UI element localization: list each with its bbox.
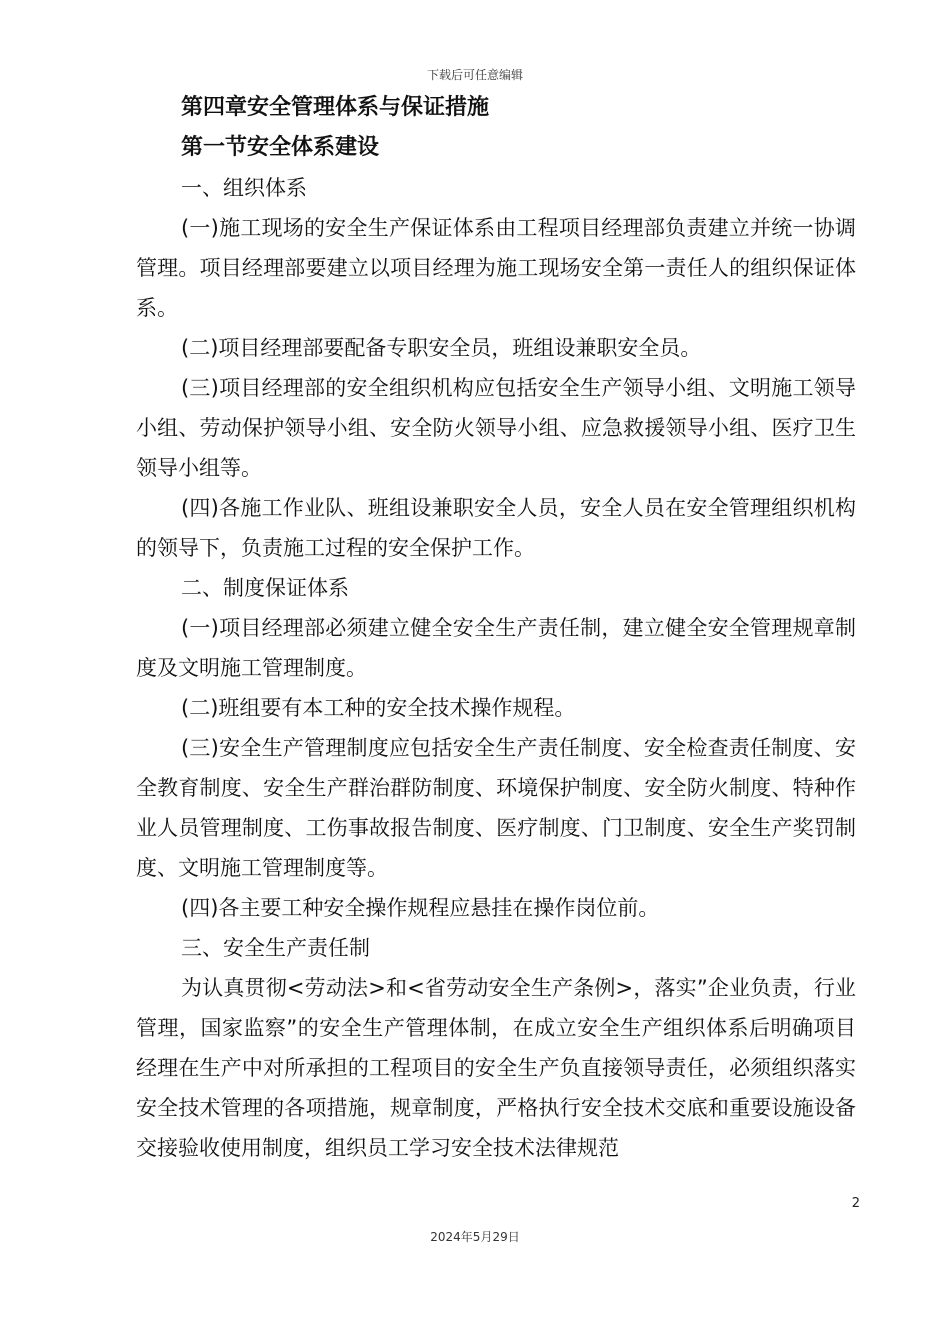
paragraph: (三)安全生产管理制度应包括安全生产责任制度、安全检查责任制度、安全教育制度、安全生产群治群防制度、环境保护制度、安全防火制度、特种作业人员管理制度、工伤事故报告制度、医疗制度、门卫制度、安全生产奖罚制度、文明施工管理制度等。 <box>136 736 856 880</box>
paragraph: 为认真贯彻<劳动法>和<省劳动安全生产条例>，落实”企业负责，行业管理，国家监察”的安全生产管理体制，在成立安全生产组织体系后明确项目经理在生产中对所承担的工程项目的安全生产负直接领导责任，必须组织落实安全技术管理的各项措施，规章制度，严格执行安全技术交底和重要设施设备交接验收使用制度，组织员工学习安全技术法律规范 <box>136 976 856 1160</box>
document-body <box>136 88 856 1168</box>
chapter-title: 第四章安全管理体系与保证措施 <box>181 95 490 120</box>
paragraph: (一)施工现场的安全生产保证体系由工程项目经理部负责建立并统一协调管理。项目经理部要建立以项目经理为施工现场安全第一责任人的组织保证体系。 <box>136 216 856 320</box>
paragraph: (三)项目经理部的安全组织机构应包括安全生产领导小组、文明施工领导小组、劳动保护领导小组、安全防火领导小组、应急救援领导小组、医疗卫生领导小组等。 <box>136 376 856 480</box>
paragraph: (四)各施工作业队、班组设兼职安全人员，安全人员在安全管理组织机构的领导下，负责施工过程的安全保护工作。 <box>136 496 856 560</box>
subheading-system: 二、制度保证体系 <box>181 576 349 600</box>
page-number: 2 <box>851 1196 860 1211</box>
page-header: 下载后可任意编辑 <box>426 68 523 82</box>
subheading-responsibility: 三、安全生产责任制 <box>181 936 370 960</box>
paragraph: (四)各主要工种安全操作规程应悬挂在操作岗位前。 <box>181 896 660 920</box>
paragraph: (二)班组要有本工种的安全技术操作规程。 <box>181 696 576 720</box>
paragraph: (一)项目经理部必须建立健全安全生产责任制，建立健全安全管理规章制度及文明施工管理制度。 <box>136 616 856 680</box>
paragraph: (二)项目经理部要配备专职安全员，班组设兼职安全员。 <box>181 336 702 360</box>
subheading-organization: 一、组织体系 <box>181 176 307 200</box>
section-title: 第一节安全体系建设 <box>181 135 380 160</box>
page-footer-date: 2024年5月29日 <box>430 1230 520 1244</box>
